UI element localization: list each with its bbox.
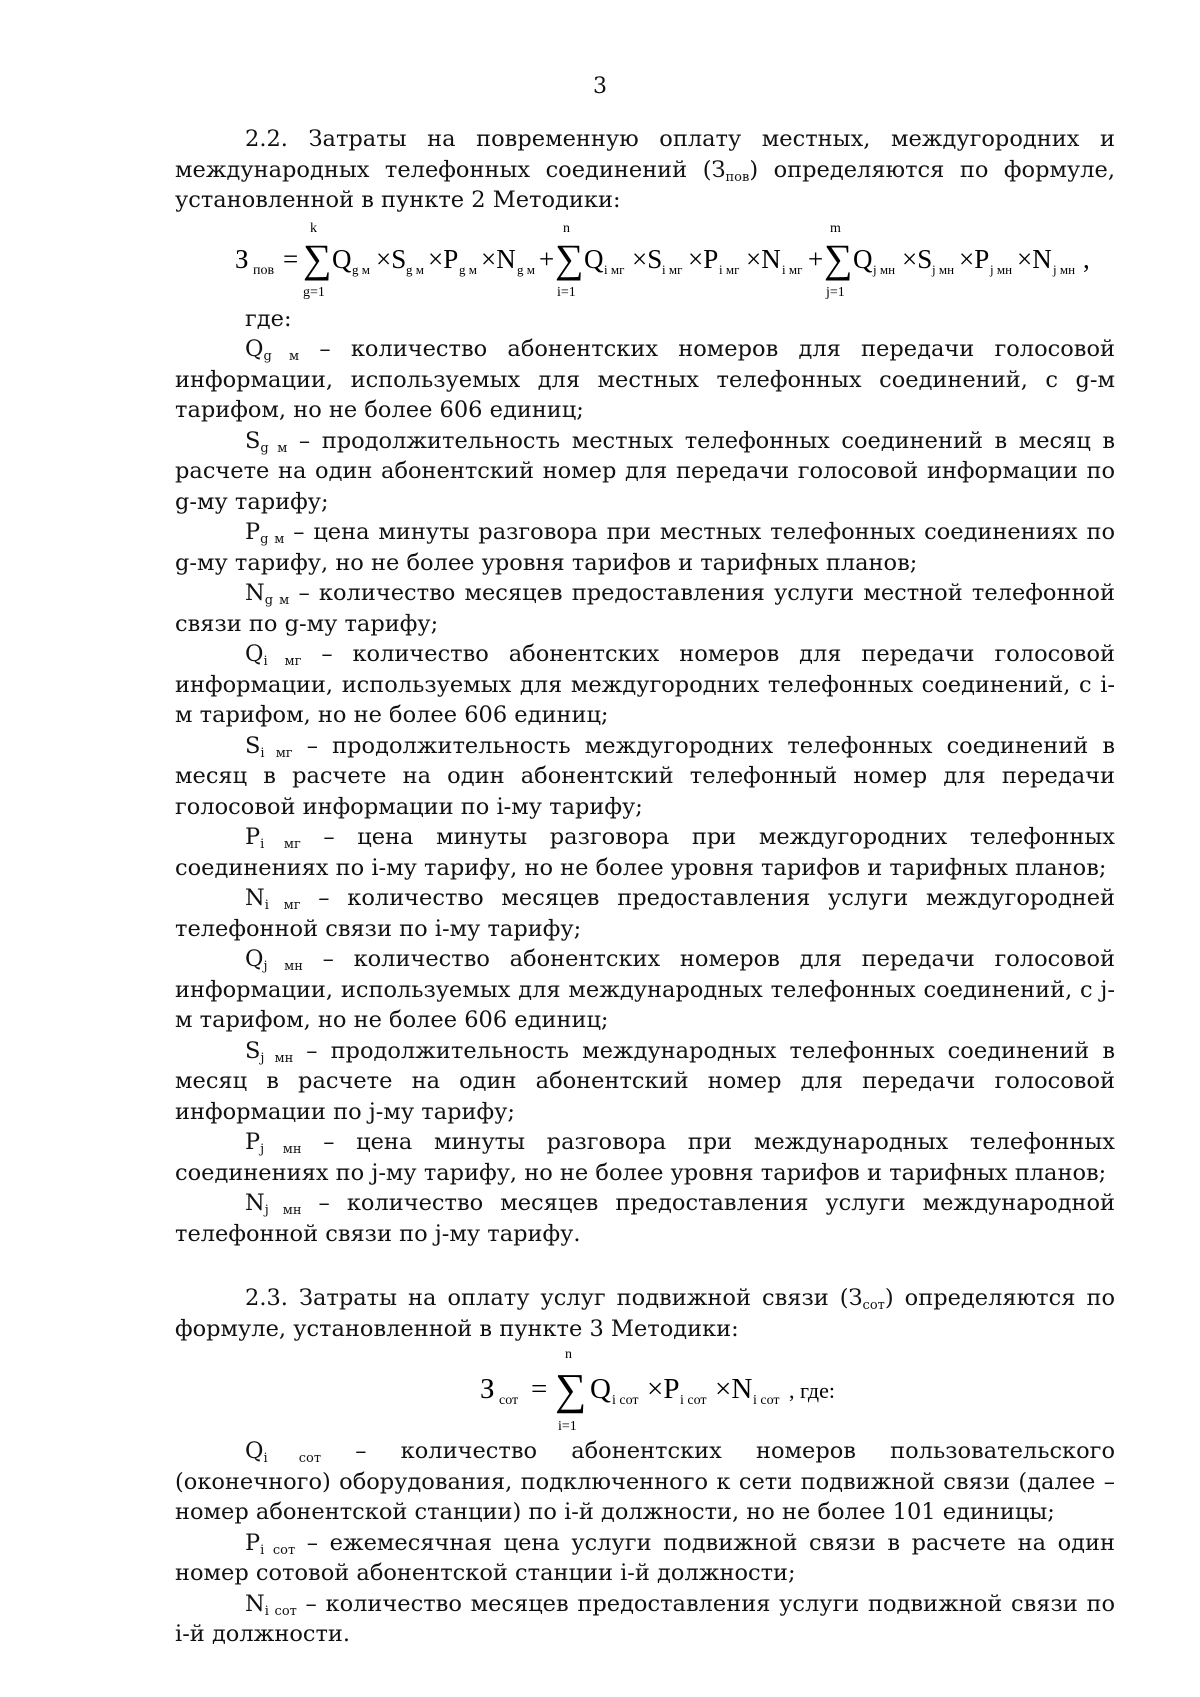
definition-item: $Q_{g м}$ – количество абонентских номеров для передачи голосовой информации, используемых для местных телефонных соединений, с g-м тарифом, но не более 606 единиц; [175, 336, 1115, 423]
definition-item: $Q_{i мг}$ – количество абонентских номеров для передачи голосовой информации, используемых для междугородних телефонных соединений, с i-м тарифом, но не более 606 единиц; [175, 641, 1115, 728]
section-2-2-intro: 2.2. Затраты на повременную оплату местных, междугородних и международных телефонных соединений $(З_{пов})$ определяются по формуле, установленной в пункте 2 Методики: [175, 126, 1115, 213]
definition-item: $P_{i мг}$ – цена минуты разговора при междугородних телефонных соединениях по i-му тарифу, но не более уровня тарифов и тарифных планов; [175, 824, 1115, 881]
formula-zpov [175, 216, 1115, 304]
svg-text:g м: g м [406, 261, 424, 277]
svg-text:i сот: i сот [680, 1393, 707, 1408]
svg-text:j мн: j мн [1053, 261, 1076, 277]
svg-text:j мн: j мн [873, 261, 896, 277]
svg-text:×P: ×P [688, 243, 719, 274]
svg-text:=: = [531, 1373, 548, 1405]
sum-symbol: ∑ [555, 1365, 587, 1414]
svg-text:i=1: i=1 [558, 1419, 577, 1434]
svg-text:,: , [1083, 243, 1090, 274]
where-label: где: [245, 305, 292, 332]
svg-text:i мг: i мг [604, 261, 625, 277]
svg-text:i сот: i сот [753, 1393, 780, 1408]
definition-item: $P_{g м}$ – цена минуты разговора при местных телефонных соединениях по g-му тарифу, но не более уровня тарифов и тарифных планов; [175, 519, 1115, 576]
svg-text:×S: ×S [632, 243, 663, 274]
document-body [175, 124, 1115, 1650]
definition-item: $N_{i мг}$ – количество месяцев предоставления услуги междугородней телефонной связи по i-му тарифу; [175, 885, 1115, 942]
svg-text:×S: ×S [902, 243, 933, 274]
svg-text:i мг: i мг [782, 261, 803, 277]
svg-text:+: + [808, 243, 824, 274]
definition-item: $N_{j мн}$ – количество месяцев предоставления услуги международной телефонной связи по j-му тарифу. [175, 1190, 1115, 1247]
definition-item: $N_{i сот}$ – количество месяцев предоставления услуги подвижной связи по i-й должности. [175, 1590, 1115, 1647]
svg-text:n: n [563, 220, 570, 236]
sum-symbol-3: ∑ [824, 235, 853, 281]
svg-text:×P: ×P [428, 243, 459, 274]
svg-text:g м: g м [352, 261, 370, 277]
definition-item: $N_{g м}$ – количество месяцев предоставления услуги местной телефонной связи по g-му тарифу; [175, 580, 1115, 637]
definition-item: $S_{g м}$ – продолжительность местных телефонных соединений в месяц в расчете на один абонентский номер для передачи голосовой информации по g-му тарифу; [175, 427, 1115, 515]
definition-item: $P_{j мн}$ – цена минуты разговора при международных телефонных соединениях по j-му тарифу, но не более уровня тарифов и тарифных планов; [175, 1129, 1115, 1186]
svg-text:=: = [283, 243, 299, 274]
definition-item: $S_{i мг}$ – продолжительность междугородних телефонных соединений в месяц в расчете на один абонентский телефонный номер для передачи голосовой информации по i-му тарифу; [175, 732, 1115, 820]
svg-text:i мг: i мг [719, 261, 740, 277]
svg-text:g м: g м [517, 261, 535, 277]
section-2-3-intro: 2.3. Затраты на оплату услуг подвижной связи $(З_{сот})$ определяются по формуле, установленной в пункте 3 Методики: [175, 1285, 1115, 1342]
svg-text:j мн: j мн [990, 261, 1013, 277]
definitions-2-2 [175, 334, 1115, 1249]
svg-text:Q: Q [590, 1373, 611, 1405]
definition-item: $Q_{j мн}$ – количество абонентских номеров для передачи голосовой информации, используемых для международных телефонных соединений, с j-м тарифом, но не более 606 единиц; [175, 946, 1115, 1033]
definition-item: $S_{j мн}$ – продолжительность международных телефонных соединений в месяц в расчете на один абонентский номер для передачи голосовой информации по j-му тарифу; [175, 1037, 1115, 1125]
formula-lhs: З [235, 243, 249, 274]
svg-text:j мн: j мн [932, 261, 955, 277]
formula-zcot [175, 1344, 1115, 1436]
page-number: 3 [593, 74, 607, 99]
svg-text:пов: пов [253, 262, 275, 278]
svg-text:i мг: i мг [662, 261, 683, 277]
svg-text:g=1: g=1 [303, 284, 325, 300]
svg-text:×N: ×N [481, 243, 516, 274]
formula-zcot-svg [175, 1344, 1115, 1436]
sum-symbol-2: ∑ [555, 235, 584, 281]
definition-item: $P_{i сот}$ – ежемесячная цена услуги подвижной связи в расчете на один номер сотовой абонентской станции i-й должности; [175, 1529, 1115, 1586]
definitions-2-3 [175, 1436, 1115, 1650]
sum-symbol-1: ∑ [303, 235, 332, 281]
svg-text:g м: g м [459, 261, 477, 277]
svg-text:×N: ×N [715, 1373, 753, 1405]
svg-text:j=1: j=1 [826, 284, 845, 300]
svg-text:×N: ×N [1017, 243, 1052, 274]
svg-text:Q: Q [584, 243, 604, 274]
svg-text:сот: сот [499, 1393, 519, 1408]
formula-lhs: З [480, 1373, 495, 1405]
definition-item: $Q_{i сот}$ – количество абонентских номеров пользовательского (оконечного) оборудования, подключенного к сети подвижной связи (далее – номер абонентской станции) по i-й должности, но не более 101 единицы; [175, 1438, 1115, 1525]
svg-text:+: + [539, 243, 555, 274]
svg-text:k: k [310, 220, 317, 236]
svg-text:m: m [830, 220, 841, 236]
svg-text:×S: ×S [376, 243, 407, 274]
svg-text:n: n [565, 1347, 572, 1362]
formula-zpov-svg [175, 216, 1115, 304]
svg-text:Q: Q [332, 243, 352, 274]
svg-text:i=1: i=1 [557, 284, 576, 300]
svg-text:×P: ×P [647, 1373, 680, 1405]
svg-text:×P: ×P [959, 243, 990, 274]
svg-text:, где:: , где: [789, 1378, 835, 1403]
svg-text:i сот: i сот [612, 1393, 639, 1408]
svg-text:×N: ×N [746, 243, 781, 274]
svg-text:Q: Q [853, 243, 873, 274]
